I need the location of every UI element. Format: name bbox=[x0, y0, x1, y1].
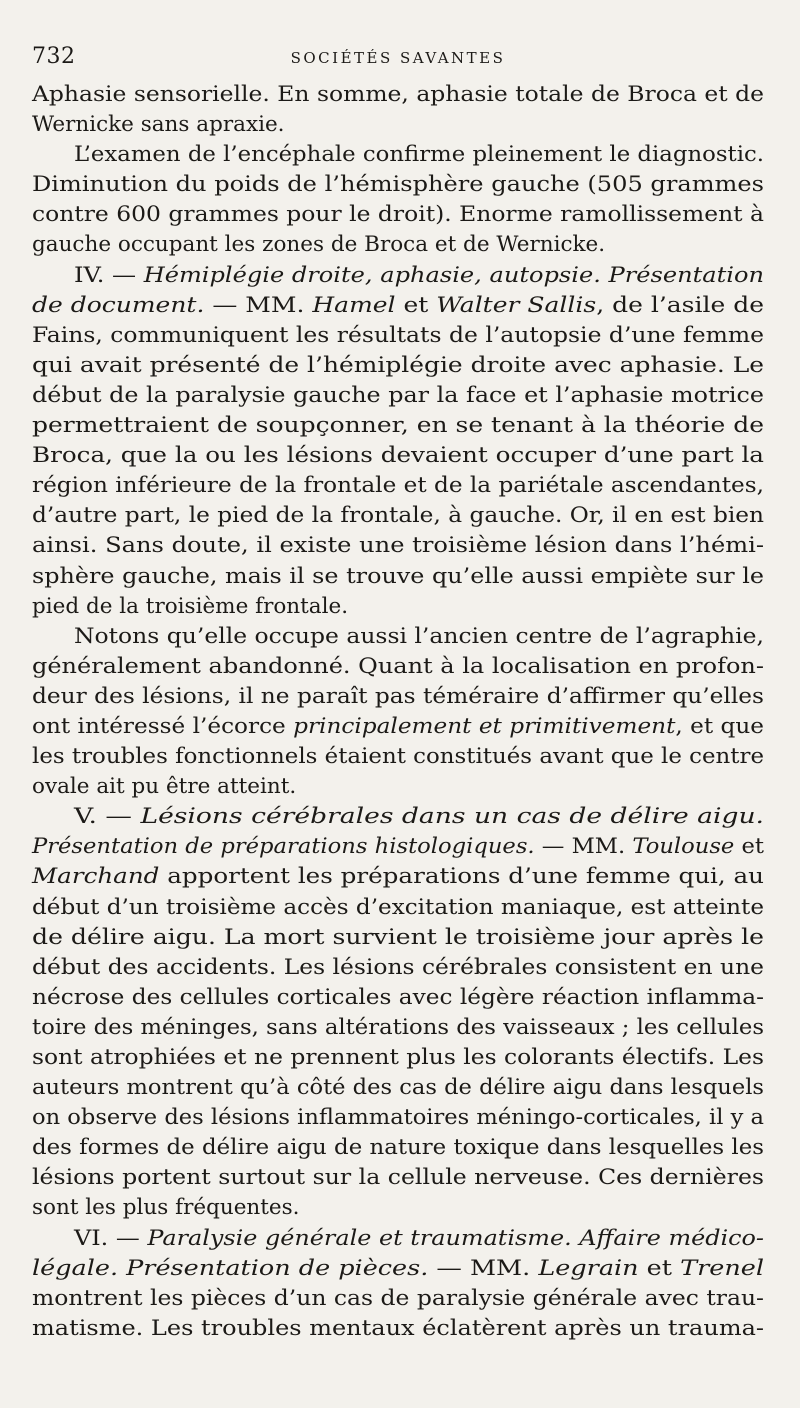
text-run: lésions portent surtout sur la cellule nerveuse. Ces dernières bbox=[32, 1165, 765, 1191]
text-line-content bbox=[32, 832, 764, 862]
text-line-content bbox=[32, 170, 764, 200]
text-line bbox=[32, 712, 764, 742]
text-line-content bbox=[74, 1224, 764, 1254]
text-line bbox=[32, 1133, 764, 1163]
text-run: — MM. bbox=[534, 834, 633, 860]
text-run: — MM. bbox=[204, 292, 313, 318]
text-run: Wernicke sans apraxie. bbox=[32, 112, 285, 138]
text-run: qui avait présenté de l’hémiplégie droite avec aphasie. Le bbox=[32, 352, 764, 378]
text-run: début de la paralysie gauche par la face et l’aphasie motrice bbox=[32, 382, 764, 408]
text-run: Notons qu’elle occupe aussi l’ancien centre de l’agraphie, bbox=[74, 623, 764, 649]
text-line-content bbox=[32, 772, 296, 802]
italic-run: Trenel bbox=[680, 1255, 764, 1281]
text-line bbox=[32, 170, 764, 200]
text-run: sphère gauche, mais il se trouve qu’elle aussi empiète sur le bbox=[32, 563, 765, 589]
text-line-content bbox=[32, 1103, 764, 1133]
italic-run: Walter Sallis bbox=[436, 292, 597, 318]
text-run: des formes de délire aigu de nature toxique dans lesquelles les bbox=[32, 1135, 764, 1161]
text-run: auteurs montrent qu’à côté des cas de délire aigu dans lesquels bbox=[32, 1075, 764, 1101]
page-number: 732 bbox=[32, 44, 76, 69]
text-line-content bbox=[32, 1254, 764, 1284]
text-line bbox=[32, 200, 764, 230]
text-run: ovale ait pu être atteint. bbox=[32, 774, 297, 800]
text-line bbox=[32, 411, 764, 441]
text-line bbox=[32, 1284, 764, 1314]
text-run: et bbox=[638, 1255, 681, 1281]
text-line bbox=[32, 1103, 764, 1133]
text-line-content bbox=[32, 742, 764, 772]
text-line-content bbox=[32, 441, 764, 471]
text-run: sont atrophiées et ne prennent plus les colorants électifs. Les bbox=[32, 1045, 764, 1070]
text-line bbox=[32, 562, 764, 592]
text-line bbox=[32, 832, 764, 862]
text-line bbox=[32, 1224, 764, 1254]
text-line bbox=[32, 1314, 764, 1344]
text-line bbox=[32, 682, 764, 712]
text-line-content bbox=[74, 261, 764, 291]
text-line-content bbox=[32, 893, 764, 923]
text-line bbox=[32, 321, 764, 351]
text-run: gauche occupant les zones de Broca et de Wernicke. bbox=[32, 232, 606, 258]
text-line-content bbox=[32, 1314, 764, 1344]
text-line bbox=[32, 983, 764, 1013]
text-line-content bbox=[32, 501, 764, 531]
text-line bbox=[32, 1254, 764, 1284]
italic-run: Lésions cérébrales dans un cas de délire aigu. bbox=[140, 804, 765, 830]
text-line bbox=[32, 140, 764, 170]
text-run: région inférieure de la frontale et de la pariétale ascendantes, bbox=[32, 473, 764, 499]
text-line bbox=[32, 742, 764, 772]
text-line-content bbox=[32, 1073, 764, 1103]
text-line-content bbox=[32, 562, 764, 592]
text-line-content bbox=[32, 381, 764, 411]
text-run: — MM. bbox=[428, 1255, 539, 1281]
text-run: Broca, que la ou les lésions devaient occuper d’une part la bbox=[32, 443, 764, 469]
text-run: matisme. Les troubles mentaux éclatèrent après un trauma- bbox=[32, 1315, 765, 1341]
text-run: contre 600 grammes pour le droit). Enorme ramollissement à bbox=[32, 202, 764, 228]
text-line-content bbox=[32, 983, 764, 1013]
text-line-content bbox=[32, 1193, 300, 1223]
text-line bbox=[32, 1073, 764, 1103]
text-run: apportent les préparations d’une femme qui, au bbox=[159, 864, 764, 890]
text-line-content bbox=[32, 471, 764, 501]
text-run: les troubles fonctionnels étaient constitués avant que le centre bbox=[32, 744, 764, 770]
text-line-content bbox=[32, 953, 764, 983]
text-run: sont les plus fréquentes. bbox=[32, 1195, 300, 1221]
italic-run: Legrain bbox=[538, 1255, 639, 1281]
text-run: de délire aigu. La mort survient le troisième jour après le bbox=[32, 924, 764, 950]
text-line-content bbox=[32, 652, 764, 682]
text-line bbox=[32, 802, 764, 832]
text-line bbox=[32, 923, 764, 953]
body-text bbox=[32, 80, 764, 1344]
italic-run: Paralysie générale et traumatisme. Affaire médico- bbox=[147, 1225, 764, 1251]
running-head: SOCIÉTÉS SAVANTES bbox=[290, 49, 506, 67]
text-line bbox=[32, 230, 764, 260]
text-line-content bbox=[32, 592, 348, 622]
text-line bbox=[32, 110, 764, 140]
italic-run: Toulouse bbox=[632, 834, 735, 860]
text-line bbox=[32, 772, 764, 802]
text-run: permettraient de soupçonner, en se tenant à la théorie de bbox=[32, 413, 764, 439]
text-line bbox=[32, 80, 764, 110]
text-line-content bbox=[32, 351, 764, 381]
text-line-content bbox=[32, 923, 764, 953]
italic-run: Hamel bbox=[312, 292, 396, 318]
text-line-content bbox=[32, 1284, 764, 1314]
text-line-content bbox=[32, 411, 764, 441]
text-run: début des accidents. Les lésions cérébrales consistent en une bbox=[32, 954, 764, 980]
text-line bbox=[32, 953, 764, 983]
italic-run: Hémiplégie droite, aphasie, autopsie. Présentation bbox=[143, 262, 764, 288]
italic-run: principalement et primitivement bbox=[293, 713, 676, 739]
text-line-content bbox=[32, 110, 285, 140]
text-line bbox=[32, 501, 764, 531]
text-run: nécrose des cellules corticales avec légère réaction inflamma- bbox=[32, 984, 764, 1010]
text-line bbox=[32, 261, 764, 291]
text-line-content bbox=[32, 1163, 764, 1193]
text-line bbox=[32, 1163, 764, 1193]
text-line-content bbox=[32, 230, 605, 260]
text-line-content bbox=[32, 1133, 764, 1163]
text-run: , et que bbox=[675, 713, 764, 739]
text-run: ainsi. Sans doute, il existe une troisième lésion dans l’hémi- bbox=[32, 533, 764, 559]
text-run: généralement abandonné. Quant à la localisation en profon- bbox=[32, 653, 764, 679]
italic-run: de document. bbox=[32, 292, 205, 318]
text-line bbox=[32, 441, 764, 471]
italic-run: Présentation de préparations histologiques. bbox=[32, 834, 535, 860]
text-line bbox=[32, 1193, 764, 1223]
text-run: toire des méninges, sans altérations des vaisseaux ; les cellules bbox=[32, 1014, 765, 1040]
text-line bbox=[32, 862, 764, 892]
text-line-content bbox=[32, 531, 764, 561]
text-run: montrent les pièces d’un cas de paralysie générale avec trau- bbox=[32, 1285, 764, 1311]
text-run: et bbox=[395, 292, 437, 318]
text-run: pied de la troisième frontale. bbox=[32, 593, 349, 619]
text-line bbox=[32, 471, 764, 501]
page-header bbox=[32, 44, 764, 74]
text-run: on observe des lésions inflammatoires méningo-corticales, il y a bbox=[32, 1105, 764, 1131]
text-line-content bbox=[74, 802, 764, 832]
text-line-content bbox=[32, 200, 764, 230]
text-line bbox=[32, 291, 764, 321]
text-line bbox=[32, 893, 764, 923]
text-line bbox=[32, 592, 764, 622]
text-run: début d’un troisième accès d’excitation maniaque, est atteinte bbox=[32, 894, 764, 920]
italic-run: Marchand bbox=[32, 864, 160, 890]
text-line bbox=[32, 622, 764, 652]
text-line bbox=[32, 381, 764, 411]
text-run: Aphasie sensorielle. En somme, aphasie totale de Broca et de bbox=[32, 82, 764, 107]
text-run: et bbox=[734, 834, 764, 860]
text-line bbox=[32, 652, 764, 682]
text-line-content bbox=[74, 622, 764, 652]
italic-run: légale. Présentation de pièces. bbox=[32, 1255, 429, 1281]
text-run: deur des lésions, il ne paraît pas téméraire d’affirmer qu’elles bbox=[32, 683, 764, 709]
text-line bbox=[32, 531, 764, 561]
text-line-content bbox=[32, 712, 764, 742]
text-run: VI. — bbox=[74, 1225, 148, 1251]
text-line-content bbox=[32, 321, 764, 351]
text-run: Diminution du poids de l’hémisphère gauche (505 grammes bbox=[32, 172, 764, 198]
text-run: IV. — bbox=[74, 262, 144, 288]
text-line bbox=[32, 1043, 764, 1073]
text-run: V. — bbox=[74, 804, 141, 830]
text-line-content bbox=[32, 1043, 764, 1073]
text-run: L’examen de l’encéphale confirme pleinement le diagnostic. bbox=[74, 142, 764, 168]
text-line bbox=[32, 351, 764, 381]
text-run: ont intéressé l’écorce bbox=[32, 713, 294, 739]
text-line-content bbox=[32, 862, 764, 892]
text-line-content bbox=[32, 291, 764, 321]
text-line-content bbox=[74, 140, 764, 170]
text-line bbox=[32, 1013, 764, 1043]
text-line-content bbox=[32, 682, 764, 712]
text-run: , de l’asile de bbox=[596, 292, 764, 318]
text-run: d’autre part, le pied de la frontale, à gauche. Or, il en est bien bbox=[32, 503, 764, 529]
text-run: Fains, communiquent les résultats de l’autopsie d’une femme bbox=[32, 322, 764, 348]
text-line-content bbox=[32, 1013, 764, 1043]
text-line-content bbox=[32, 80, 764, 110]
